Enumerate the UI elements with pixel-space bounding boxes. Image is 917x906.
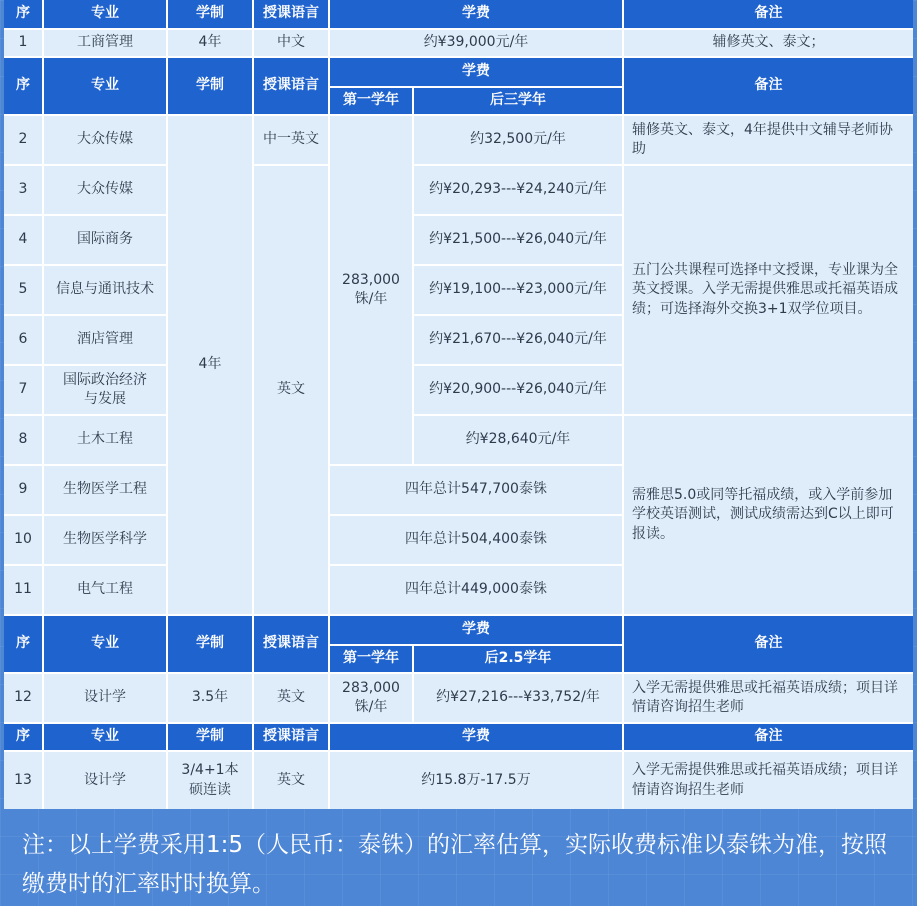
header-tuition: 学费 <box>330 616 622 644</box>
row-9-major: 生物医学工程 <box>44 466 166 514</box>
row-4-seq: 4 <box>4 216 42 264</box>
row-9-seq: 9 <box>4 466 42 514</box>
row-11-seq: 11 <box>4 566 42 614</box>
row-13-seq: 13 <box>4 752 42 809</box>
row-1-language: 中文 <box>254 30 328 56</box>
row-1-remarks: 辅修英文、泰文； <box>624 30 913 56</box>
row-5-tuition-later: 约¥19,100---¥23,000元/年 <box>414 266 622 314</box>
row-3-major: 大众传媒 <box>44 166 166 214</box>
row-5-major: 信息与通讯技术 <box>44 266 166 314</box>
header-first-year: 第一学年 <box>330 646 412 672</box>
header-duration: 学制 <box>168 616 252 672</box>
row-2-language: 中一英文 <box>254 116 328 164</box>
row-12-language: 英文 <box>254 674 328 722</box>
header-major: 专业 <box>44 0 166 28</box>
header-duration: 学制 <box>168 0 252 28</box>
row-5-seq: 5 <box>4 266 42 314</box>
rows-9-11-remarks: 需雅思5.0或同等托福成绩，或入学前参加学校英语测试，测试成绩需达到C以上即可报读。 <box>624 416 913 614</box>
row-6-tuition-later: 约¥21,670---¥26,040元/年 <box>414 316 622 364</box>
row-9-tuition-total: 四年总计547,700泰铢 <box>330 466 622 514</box>
row-2-tuition-later: 约32,500元/年 <box>414 116 622 164</box>
row-8-major: 土木工程 <box>44 416 166 464</box>
row-1-tuition: 约¥39,000元/年 <box>330 30 622 56</box>
row-2-remarks: 辅修英文、泰文，4年提供中文辅导老师协助 <box>624 116 913 164</box>
row-12-duration: 3.5年 <box>168 674 252 722</box>
row-8-seq: 8 <box>4 416 42 464</box>
row-4-major: 国际商务 <box>44 216 166 264</box>
header-language: 授课语言 <box>254 0 328 28</box>
footnote: 注：以上学费采用1:5（人民币：泰铢）的汇率估算，实际收费标准以泰铢为准，按照缴费时的汇率时时换算。 <box>22 832 888 897</box>
row-3-seq: 3 <box>4 166 42 214</box>
row-13-tuition: 约15.8万-17.5万 <box>330 752 622 809</box>
row-1-major: 工商管理 <box>44 30 166 56</box>
header-duration: 学制 <box>168 58 252 114</box>
row-12-tuition-later: 约¥27,216---¥33,752/年 <box>414 674 622 722</box>
header-first-year: 第一学年 <box>330 88 412 114</box>
row-2-seq: 2 <box>4 116 42 164</box>
row-1-seq: 1 <box>4 30 42 56</box>
tuition-table <box>4 0 913 809</box>
row-7-seq: 7 <box>4 366 42 414</box>
row-12-remarks: 入学无需提供雅思或托福英语成绩；项目详情请咨询招生老师 <box>624 674 913 722</box>
header-remarks: 备注 <box>624 58 913 114</box>
row-12-first-year: 283,000铢/年 <box>330 674 412 722</box>
row-13-remarks: 入学无需提供雅思或托福英语成绩；项目详情请咨询招生老师 <box>624 752 913 809</box>
header-language: 授课语言 <box>254 58 328 114</box>
header-remarks: 备注 <box>624 616 913 672</box>
header-last-2-5-years: 后2.5学年 <box>414 646 622 672</box>
rows-2-8-first-year: 283,000铢/年 <box>330 116 412 464</box>
row-7-major: 国际政治经济与发展 <box>44 366 166 414</box>
row-1-duration: 4年 <box>168 30 252 56</box>
row-10-tuition-total: 四年总计504,400泰铢 <box>330 516 622 564</box>
row-6-seq: 6 <box>4 316 42 364</box>
row-3-tuition-later: 约¥20,293---¥24,240元/年 <box>414 166 622 214</box>
header-seq: 序 <box>4 0 42 28</box>
row-10-seq: 10 <box>4 516 42 564</box>
header-last-three-years: 后三学年 <box>414 88 622 114</box>
rows-2-11-duration: 4年 <box>168 116 252 614</box>
header-seq: 序 <box>4 58 42 114</box>
rows-3-8-remarks: 五门公共课程可选择中文授课，专业课为全英文授课。入学无需提供雅思或托福英语成绩；可选择海外交换3+1双学位项目。 <box>624 166 913 414</box>
row-2-major: 大众传媒 <box>44 116 166 164</box>
header-major: 专业 <box>44 616 166 672</box>
header-major: 专业 <box>44 724 166 750</box>
header-seq: 序 <box>4 724 42 750</box>
row-13-language: 英文 <box>254 752 328 809</box>
row-8-tuition-later: 约¥28,640元/年 <box>414 416 622 464</box>
row-11-tuition-total: 四年总计449,000泰铢 <box>330 566 622 614</box>
row-10-major: 生物医学科学 <box>44 516 166 564</box>
header-tuition: 学费 <box>330 724 622 750</box>
row-12-seq: 12 <box>4 674 42 722</box>
row-6-major: 酒店管理 <box>44 316 166 364</box>
header-major: 专业 <box>44 58 166 114</box>
row-4-tuition-later: 约¥21,500---¥26,040元/年 <box>414 216 622 264</box>
header-duration: 学制 <box>168 724 252 750</box>
row-7-tuition-later: 约¥20,900---¥26,040元/年 <box>414 366 622 414</box>
header-tuition: 学费 <box>330 58 622 86</box>
row-11-major: 电气工程 <box>44 566 166 614</box>
header-seq: 序 <box>4 616 42 672</box>
row-13-major: 设计学 <box>44 752 166 809</box>
row-12-major: 设计学 <box>44 674 166 722</box>
header-remarks: 备注 <box>624 0 913 28</box>
header-tuition: 学费 <box>330 0 622 28</box>
header-language: 授课语言 <box>254 724 328 750</box>
row-13-duration: 3/4+1本硕连读 <box>168 752 252 809</box>
rows-3-11-language: 英文 <box>254 166 328 614</box>
header-remarks: 备注 <box>624 724 913 750</box>
header-language: 授课语言 <box>254 616 328 672</box>
